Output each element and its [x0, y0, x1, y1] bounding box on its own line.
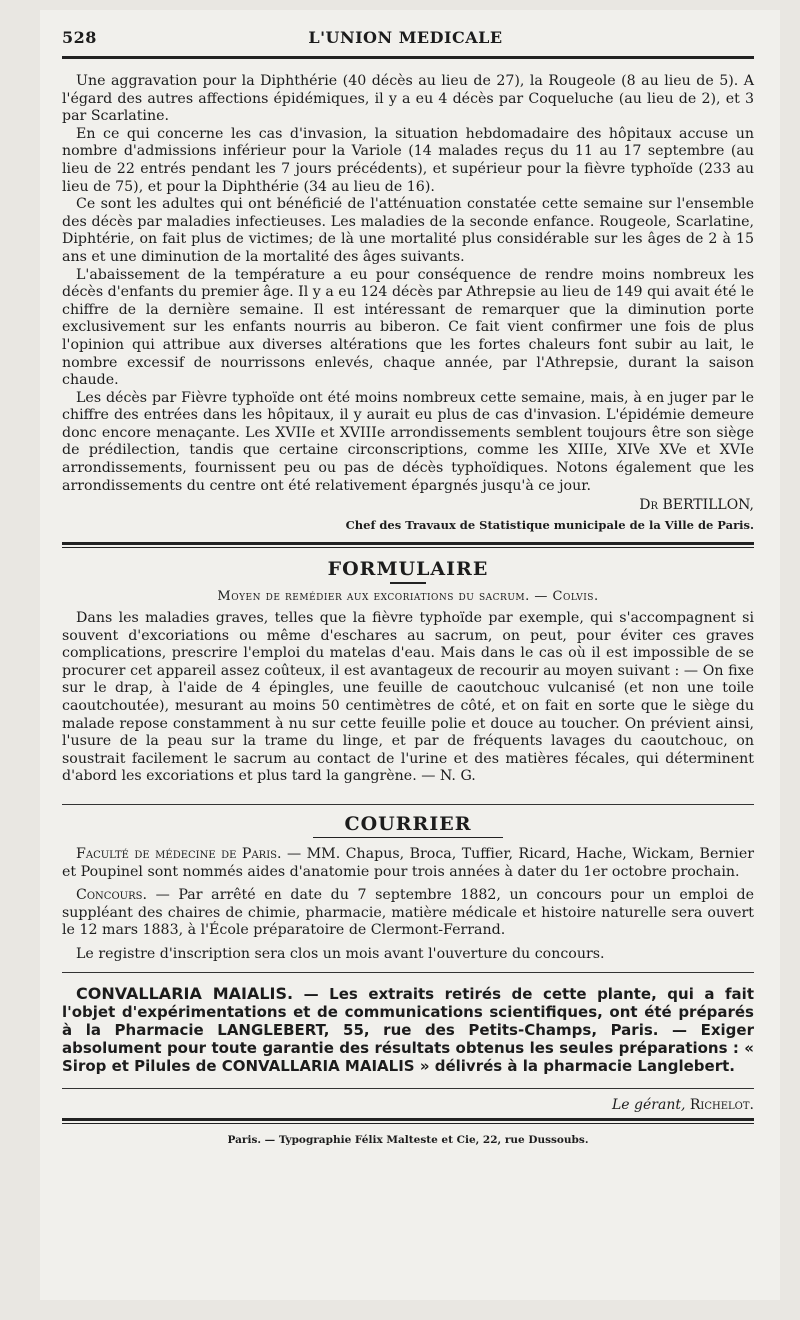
- stats-paragraph: En ce qui concerne les cas d'invasion, la situation hebdomadaire des hôpitaux accuse un nombre d'admissions inférieur pour la Variole (14 malades reçus du 11 au 17 septembre (au lieu de 22 entrés pendant les 7 jours précédents), et supérieur pour la fièvre typhoïde (233 au lieu de 75), et pour la Diphthérie (34 au lieu de 16).: [62, 125, 754, 195]
- section-title-courrier: COURRIER: [344, 812, 472, 835]
- courrier-section: [62, 813, 754, 964]
- stats-paragraph: L'abaissement de la température a eu pour conséquence de rendre moins nombreux les décès d'enfants du premier âge. Il y a eu 124 décès par Athrepsie au lieu de 149 qui avait été le chiffre de la dernière semaine. Il est intéressant de remarquer que la diminution porte exclusivement sur les enfants nourris au biberon. Ce fait vient confirmer une fois de plus l'opinion qui attribue aux diverses altérations que les fortes chaleurs font subir au lait, le nombre excessif de nourrissons enlevés, chaque année, par l'Athrepsie, durant la saison chaude.: [62, 266, 754, 389]
- journal-title: L'UNION MEDICALE: [308, 28, 503, 47]
- section-divider: [62, 804, 754, 805]
- section-divider: [62, 1088, 754, 1089]
- formulaire-section: [62, 558, 754, 786]
- courrier-item-text: — MM. Chapus, Broca, Tuffier, Ricard, Hache, Wickam, Bernier et Poupinel sont nommés aides d'anatomie pour trois années à dater du 1er octobre prochain.: [62, 845, 754, 880]
- advertisement: [62, 985, 754, 1076]
- courrier-item: [62, 846, 754, 881]
- stats-paragraph: Une aggravation pour la Diphthérie (40 décès au lieu de 27), la Rougeole (8 au lieu de 5). A l'égard des autres affections épidémiques, il y a eu 4 décès par Coqueluche (au lieu de 2), et 3 par Scarlatine.: [62, 73, 754, 125]
- journal-page: [40, 10, 780, 1300]
- gerant-name: Richelot.: [689, 1096, 754, 1113]
- running-head: [62, 10, 754, 50]
- title-underline: [313, 837, 503, 838]
- section-divider: [62, 972, 754, 973]
- section-divider: [62, 542, 754, 548]
- gerant-line: [62, 1097, 754, 1115]
- footer-rule: [62, 1118, 754, 1124]
- courrier-item-lead: Faculté de médecine de Paris.: [76, 845, 282, 862]
- header-rule: [62, 56, 754, 59]
- advertisement-lead: CONVALLARIA MAIALIS.: [76, 983, 294, 1003]
- printer-imprint: Paris. — Typographie Félix Malteste et Cie, 22, rue Dussoubs.: [227, 1134, 589, 1147]
- courrier-item-text: — Par arrêté en date du 7 septembre 1882, un concours pour un emploi de suppléant des chaires de chimie, pharmacie, matière médicale et histoire naturelle sera ouvert le 12 mars 1883, à l'École préparatoire de Clermont-Ferrand.: [62, 887, 754, 939]
- mortality-statistics-section: [62, 73, 754, 534]
- courrier-item: [62, 887, 754, 940]
- stats-paragraph: Ce sont les adultes qui ont bénéficié de l'atténuation constatée cette semaine sur l'ensemble des décès par maladies infectieuses. Les maladies de la seconde enfance. Rougeole, Scarlatine, Diphtérie, on fait plus de victimes; de là une mortalité plus considérable sur les âges de 2 à 15 ans et une diminution de la mortalité des âges suivants.: [62, 196, 754, 265]
- formulaire-subhead: Moyen de remédier aux excoriations du sacrum. — Colvis.: [217, 589, 599, 605]
- advertisement-text: — Les extraits retirés de cette plante, qui a fait l'objet d'expérimentations et de communications scientifiques, ont été préparés à la Pharmacie LANGLEBERT, 55, rue des Petits-Champs, Paris. — Exiger absolument pour toute garantie des résultats obtenus les seules préparations : « Sirop et Pilules de CONVALLARIA MAIALIS » délivrés à la pharmacie Langlebert.: [62, 984, 754, 1076]
- page-number: 528: [62, 28, 97, 47]
- author-title: Chef des Travaux de Statistique municipale de la Ville de Paris.: [345, 517, 754, 532]
- courrier-item: [62, 946, 754, 964]
- gerant-label: Le gérant,: [612, 1096, 686, 1113]
- title-underline: [390, 582, 426, 584]
- courrier-item-text: Le registre d'inscription sera clos un mois avant l'ouverture du concours.: [76, 945, 605, 962]
- stats-paragraph: Les décès par Fièvre typhoïde ont été moins nombreux cette semaine, mais, à en juger par le chiffre des entrées dans les hôpitaux, il y aurait eu plus de cas d'invasion. L'épidémie demeure donc encore menaçante. Les XVIIe et XVIIIe arrondissements semblent toujours être son siège de prédilection, tandis que certaine circonscriptions, comme les XIIIe, XIVe XVe et XVIe arrondissements, fournissent peu ou pas de décès typhoïdiques. Notons également que les arrondissements du centre ont été relativement épargnés jusqu'à ce jour.: [62, 389, 754, 494]
- section-title-formulaire: FORMULAIRE: [327, 558, 489, 581]
- courrier-item-lead: Concours.: [76, 887, 147, 904]
- formulaire-paragraph: Dans les maladies graves, telles que la fièvre typhoïde par exemple, qui s'accompagnent si souvent d'excoriations ou même d'eschares au sacrum, on peut, pour éviter ces graves complications, prescrire l'emploi du matelas d'eau. Mais dans le cas où il est impossible de se procurer cet appareil assez coûteux, il est avantageux de recourir au moyen suivant : — On fixe sur le drap, à l'aide de 4 épingles, une feuille de caoutchouc vulcanisé (et non une toile caoutchoutée), mesurant au moins 50 centimètres de côté, et on fait en sorte que le siège du malade repose constamment à nu sur cette feuille polie et douce au toucher. On prévient ainsi, l'usure de la peau sur la trame du linge, et par de fréquents lavages du caoutchouc, on soustrait facilement le sacrum au contact de l'urine et des matières fécales, qui déterminent d'abord les excoriations et plus tard la gangrène. — N. G.: [62, 610, 754, 785]
- author-signature: Dr BERTILLON,: [639, 497, 754, 514]
